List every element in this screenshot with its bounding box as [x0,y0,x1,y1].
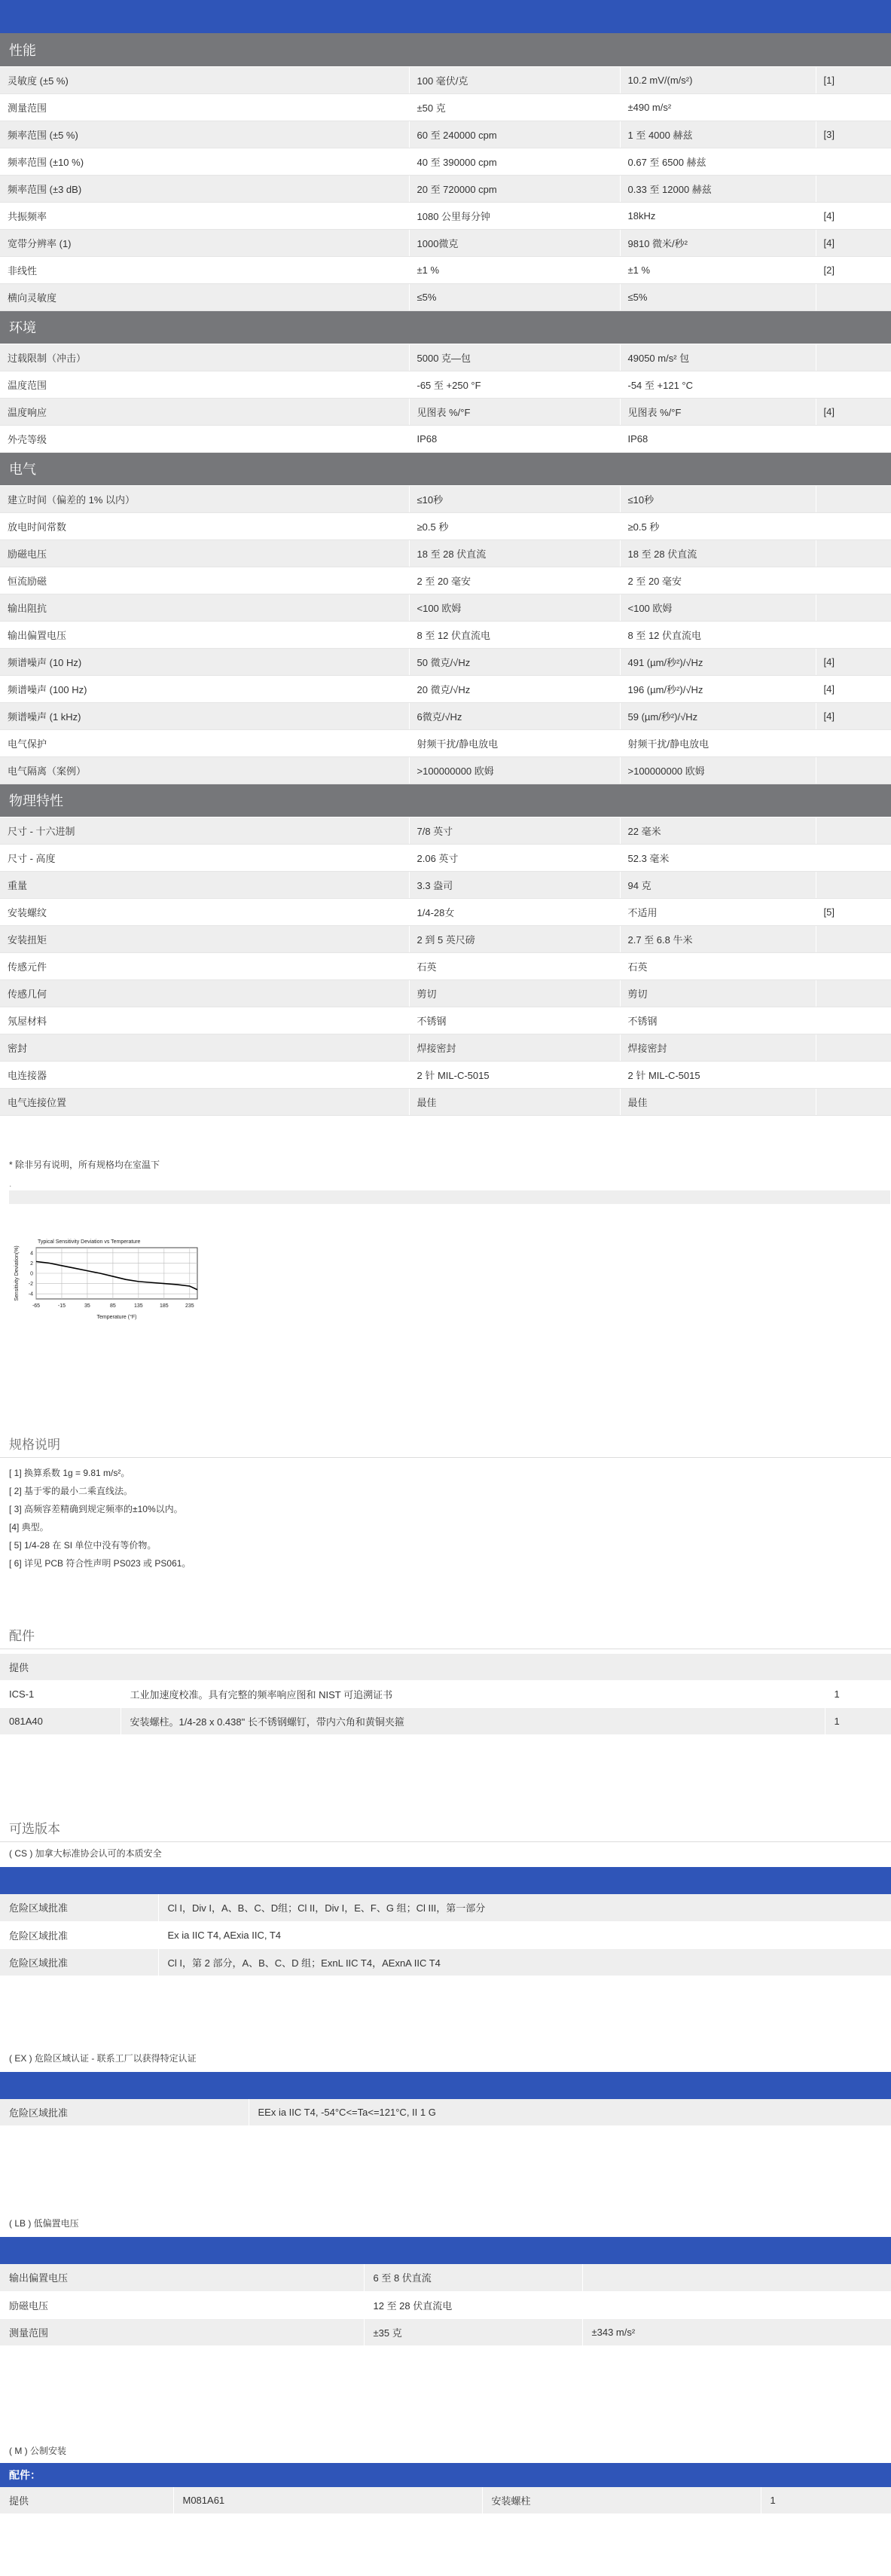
spec-row [0,952,891,979]
spec-cell [816,371,891,398]
option-ex-table [0,2099,891,2127]
spec-cell: 非线性 [0,256,409,283]
option-m-cell: M081A61 [173,2487,482,2514]
spec-row [0,539,891,567]
option-lb-cell: 励磁电压 [0,2291,364,2318]
spec-cell: 见图表 %/°F [620,398,816,425]
spec-cell: 60 至 240000 cpm [409,121,620,148]
spec-cell [816,175,891,202]
chart-x-tick-label: 235 [185,1303,194,1309]
spec-cell: 温度范围 [0,371,409,398]
spec-cell: 94 克 [620,871,816,898]
spec-cell: 石英 [620,952,816,979]
option-ex-cell: 危险区域批准 [0,2099,249,2126]
spec-section-header [0,33,891,66]
spec-cell [816,594,891,621]
option-ex-row [0,2099,891,2126]
chart-y-tick-label: 2 [30,1260,33,1267]
spec-row [0,979,891,1007]
spec-row [0,1034,891,1061]
spec-cell: 2 至 20 毫安 [620,567,816,594]
spec-cell [816,93,891,121]
option-lb-cell: 6 至 8 伏直流 [364,2264,582,2291]
spec-cell: 1080 公里每分钟 [409,202,620,229]
spec-cell: 6微克/√Hz [409,702,620,729]
chart-y-tick-label: 4 [30,1250,33,1256]
accessory-row [0,1708,891,1735]
spec-section-title: 环境 [0,310,891,344]
general-note: * 除非另有说明，所有规格均在室温下 [9,1159,160,1170]
spec-cell [816,871,891,898]
accessory-row [0,1681,891,1708]
spec-cell: 过载限制（冲击） [0,344,409,371]
spec-cell: 18 至 28 伏直流 [620,539,816,567]
spec-cell: 频谱噪声 (1 kHz) [0,702,409,729]
option-lb-cell: 测量范围 [0,2318,364,2345]
spec-cell: 射频干扰/静电放电 [409,729,620,756]
spec-cell: 2 针 MIL-C-5015 [409,1061,620,1088]
option-lb-cell: ±35 克 [364,2318,582,2345]
spec-cell: 灵敏度 (±5 %) [0,66,409,93]
option-cs-cell: Cl I，第 2 部分，A、B、C、D 组；ExnL IIC T4，AExnA IIC T4 [158,1948,891,1976]
spec-row [0,344,891,371]
grey-strip [9,1190,890,1204]
option-m-cell: 安装螺柱 [482,2487,761,2514]
spec-cell: ≤5% [409,283,620,310]
accessories-heading: 配件 [0,1625,891,1649]
spec-cell [816,925,891,952]
spec-cell: 9810 微米/秒² [620,229,816,256]
spec-cell: >100000000 欧姆 [620,756,816,784]
spec-cell [816,844,891,871]
chart-x-tick-label: 85 [110,1303,116,1309]
spec-row [0,817,891,844]
spec-cell: IP68 [409,425,620,452]
accessories-supply-label: 提供 [0,1654,891,1681]
chart-x-label: Temperature (°F) [96,1314,137,1320]
spec-cell: ±50 克 [409,93,620,121]
spec-cell: ≥0.5 秒 [620,512,816,539]
spec-cell: ±490 m/s² [620,93,816,121]
option-cs-cell: Ex ia IIC T4, AExia IIC, T4 [158,1921,891,1948]
spec-cell [816,485,891,512]
options-heading: 可选版本 [0,1818,891,1842]
spec-cell: 射频干扰/静电放电 [620,729,816,756]
footnote-item: [ 1] 换算系数 1g = 9.81 m/s²。 [9,1467,130,1478]
spec-cell: -65 至 +250 °F [409,371,620,398]
spec-row [0,371,891,398]
spec-cell [816,512,891,539]
accessory-cell: 1 [825,1681,891,1708]
option-lb-label: ( LB ) 低偏置电压 [9,2218,79,2229]
spec-cell: 100 毫伏/克 [409,66,620,93]
spec-cell: 52.3 毫米 [620,844,816,871]
option-m-cell: 1 [761,2487,891,2514]
spec-cell [816,729,891,756]
spec-cell: 电气连接位置 [0,1088,409,1115]
spec-cell: [4] [816,648,891,675]
spec-cell: 8 至 12 伏直流电 [409,621,620,648]
spec-cell: 18kHz [620,202,816,229]
option-lb-table [0,2264,891,2346]
spec-cell: ±1 % [409,256,620,283]
spec-cell: 1 至 4000 赫兹 [620,121,816,148]
spec-section-header [0,310,891,344]
spec-cell: 测量范围 [0,93,409,121]
spec-cell: 最佳 [620,1088,816,1115]
spec-cell: 8 至 12 伏直流电 [620,621,816,648]
spec-row [0,512,891,539]
spec-cell: 电气保护 [0,729,409,756]
footnotes-heading: 规格说明 [0,1434,891,1458]
spec-cell: 尺寸 - 高度 [0,844,409,871]
spec-cell: 尺寸 - 十六进制 [0,817,409,844]
spec-cell: 196 (µm/秒²)/√Hz [620,675,816,702]
option-lb-bar [0,2237,891,2264]
chart-x-tick-label: -15 [57,1303,66,1309]
spec-row [0,594,891,621]
spec-cell: -54 至 +121 °C [620,371,816,398]
spec-cell: 59 (µm/秒²)/√Hz [620,702,816,729]
spec-section-title: 性能 [0,33,891,66]
option-cs-cell: Cl I，Div I，A、B、C、D组；Cl II，Div I，E、F、G 组；Cl III，第一部分 [158,1894,891,1921]
spec-cell: 频率范围 (±3 dB) [0,175,409,202]
spec-cell: 18 至 28 伏直流 [409,539,620,567]
option-ex-label: ( EX ) 危险区域认证 - 联系工厂以获得特定认证 [9,2052,197,2064]
spec-cell: 输出偏置电压 [0,621,409,648]
spec-cell: 传感几何 [0,979,409,1007]
spec-cell: 2.7 至 6.8 牛米 [620,925,816,952]
spec-cell: 20 至 720000 cpm [409,175,620,202]
spec-row [0,485,891,512]
spec-cell: 输出阻抗 [0,594,409,621]
spec-cell: [4] [816,675,891,702]
spec-cell: 石英 [409,952,620,979]
spec-row [0,1088,891,1115]
chart-y-tick-label: -4 [28,1291,33,1297]
spec-cell: ≤10秒 [620,485,816,512]
spec-cell: 频率范围 (±10 %) [0,148,409,175]
spec-row [0,898,891,925]
spec-row [0,202,891,229]
spec-cell: >100000000 欧姆 [409,756,620,784]
spec-row [0,121,891,148]
option-cs-row [0,1921,891,1948]
spec-row [0,702,891,729]
spec-cell [816,1007,891,1034]
option-cs-row [0,1894,891,1921]
spec-row [0,283,891,310]
option-lb-row [0,2291,891,2318]
option-cs-cell: 危险区域批准 [0,1921,158,1948]
spec-cell: 重量 [0,871,409,898]
spec-cell: 10.2 mV/(m/s²) [620,66,816,93]
spec-cell: ±1 % [620,256,816,283]
option-lb-cell: 输出偏置电压 [0,2264,364,2291]
option-lb-cell: ±343 m/s² [582,2318,891,2345]
spec-cell: 2 针 MIL-C-5015 [620,1061,816,1088]
spec-cell: 最佳 [409,1088,620,1115]
chart-svg [11,1234,221,1347]
spec-cell: ≤5% [620,283,816,310]
spec-cell: 22 毫米 [620,817,816,844]
spec-cell [816,1061,891,1088]
spec-row [0,871,891,898]
spec-cell: 频谱噪声 (10 Hz) [0,648,409,675]
spec-cell: 见图表 %/°F [409,398,620,425]
spec-cell: 氖屋材料 [0,1007,409,1034]
spec-cell: [5] [816,898,891,925]
spec-row [0,756,891,784]
spec-cell: 建立时间（偏差的 1% 以内） [0,485,409,512]
spec-row [0,93,891,121]
spec-row [0,621,891,648]
spec-cell: 2 到 5 英尺磅 [409,925,620,952]
accessory-cell: ICS-1 [0,1681,121,1708]
accessories-table [0,1654,891,1736]
spec-cell: 剪切 [409,979,620,1007]
spec-row [0,398,891,425]
spec-row [0,66,891,93]
spec-row [0,1007,891,1034]
option-lb-cell [582,2264,891,2291]
accessory-cell: 安装螺柱。1/4-28 x 0.438" 长不锈钢螺钉，带内六角和黄铜夹箍 [121,1708,825,1735]
spec-cell: <100 欧姆 [620,594,816,621]
spec-cell: 传感元件 [0,952,409,979]
spec-cell [816,539,891,567]
spec-cell: 2 至 20 毫安 [409,567,620,594]
spec-cell: ≥0.5 秒 [409,512,620,539]
option-m-table [0,2487,891,2515]
spec-cell [816,283,891,310]
spec-cell: 不锈钢 [409,1007,620,1034]
spec-cell: 焊接密封 [620,1034,816,1061]
accessory-cell: 1 [825,1708,891,1735]
spec-cell: [4] [816,702,891,729]
spec-table [0,33,891,1116]
option-cs-row [0,1948,891,1976]
spec-cell: 共振频率 [0,202,409,229]
spec-cell [816,621,891,648]
top-blue-band [0,0,891,33]
spec-cell [816,567,891,594]
spec-cell: [4] [816,229,891,256]
chart-y-tick-label: -2 [28,1281,33,1287]
option-cs-label: ( CS ) 加拿大标准协会认可的本质安全 [9,1848,162,1859]
spec-cell [816,952,891,979]
spec-cell: 安装螺纹 [0,898,409,925]
spec-row [0,1061,891,1088]
spec-row [0,175,891,202]
option-cs-table [0,1894,891,1976]
spec-cell: 40 至 390000 cpm [409,148,620,175]
option-ex-bar [0,2072,891,2099]
spec-cell: 5000 克—包 [409,344,620,371]
spec-cell: 电连接器 [0,1061,409,1088]
spec-cell: ≤10秒 [409,485,620,512]
spec-cell: [3] [816,121,891,148]
option-cs-cell: 危险区域批准 [0,1948,158,1976]
spec-cell: 0.33 至 12000 赫兹 [620,175,816,202]
option-m-label: ( M ) 公制安装 [9,2445,66,2456]
spec-cell: [2] [816,256,891,283]
spec-cell: 1/4-28女 [409,898,620,925]
chart-y-label: Sensitivity Deviation(%) [14,1245,20,1301]
spec-cell: IP68 [620,425,816,452]
spec-row [0,567,891,594]
footnote-item: [ 3] 高频容差精确到规定频率的±10%以内。 [9,1503,183,1514]
temperature-chart [11,1234,221,1347]
spec-cell: <100 欧姆 [409,594,620,621]
spec-cell [816,148,891,175]
spec-row [0,256,891,283]
chart-y-tick-label: 0 [30,1271,33,1276]
option-lb-cell [582,2291,891,2318]
spec-cell: [4] [816,398,891,425]
spec-row [0,229,891,256]
spec-section-header [0,784,891,817]
spec-cell [816,817,891,844]
option-lb-row [0,2318,891,2345]
spec-cell: 宽带分辨率 (1) [0,229,409,256]
accessory-cell: 工业加速度校准。具有完整的频率响应图和 NIST 可追溯证书 [121,1681,825,1708]
footnote-item: [ 5] 1/4-28 在 SI 单位中没有等价物。 [9,1539,157,1551]
spec-cell [816,425,891,452]
spec-cell: 1000微克 [409,229,620,256]
option-m-row [0,2487,891,2514]
spec-cell: [1] [816,66,891,93]
spec-cell: 49050 m/s² 包 [620,344,816,371]
spec-row [0,729,891,756]
spec-cell: 放电时间常数 [0,512,409,539]
spec-cell: 电气隔离（案例） [0,756,409,784]
spec-cell [816,979,891,1007]
spec-cell: 剪切 [620,979,816,1007]
spec-cell: 0.67 至 6500 赫兹 [620,148,816,175]
spec-row [0,425,891,452]
spec-row [0,675,891,702]
spec-section-title: 电气 [0,452,891,485]
spec-cell: 7/8 英寸 [409,817,620,844]
spec-row [0,844,891,871]
chart-x-tick-label: 135 [134,1303,143,1309]
spec-row [0,925,891,952]
spec-row [0,648,891,675]
spec-cell: 密封 [0,1034,409,1061]
spec-cell: 焊接密封 [409,1034,620,1061]
spec-cell: 恒流励磁 [0,567,409,594]
option-lb-row [0,2264,891,2291]
spec-cell: [4] [816,202,891,229]
option-cs-bar [0,1867,891,1894]
spec-cell: 频率范围 (±5 %) [0,121,409,148]
spec-cell: 安装扭矩 [0,925,409,952]
footnote-item: [4] 典型。 [9,1521,49,1532]
note-dot: . [9,1178,12,1189]
option-m-cell: 提供 [0,2487,173,2514]
spec-cell [816,1088,891,1115]
spec-cell [816,344,891,371]
footnote-item: [ 2] 基于零的最小二乘直线法。 [9,1485,133,1496]
chart-title: Typical Sensitivity Deviation vs Temperature [38,1239,141,1245]
spec-cell: 频谱噪声 (100 Hz) [0,675,409,702]
spec-section-header [0,452,891,485]
spec-cell [816,1034,891,1061]
spec-cell: 491 (µm/秒²)/√Hz [620,648,816,675]
spec-cell: 50 微克/√Hz [409,648,620,675]
spec-cell: 2.06 英寸 [409,844,620,871]
footnote-list [0,1464,891,1572]
spec-cell: 不锈钢 [620,1007,816,1034]
spec-cell: 温度响应 [0,398,409,425]
spec-cell: 不适用 [620,898,816,925]
chart-x-tick-label: 35 [84,1303,90,1309]
chart-x-tick-label: 185 [159,1303,169,1309]
spec-row [0,148,891,175]
option-ex-cell: EEx ia IIC T4, -54°C<=Ta<=121°C, II 1 G [249,2099,891,2126]
footnote-item: [ 6] 详见 PCB 符合性声明 PS023 或 PS061。 [9,1557,191,1569]
option-lb-cell: 12 至 28 伏直流电 [364,2291,582,2318]
spec-section-title: 物理特性 [0,784,891,817]
option-cs-cell: 危险区域批准 [0,1894,158,1921]
spec-cell [816,756,891,784]
spec-cell: 3.3 盎司 [409,871,620,898]
spec-cell: 横向灵敏度 [0,283,409,310]
spec-cell: 外壳等级 [0,425,409,452]
spec-cell: 20 微克/√Hz [409,675,620,702]
spec-cell: 励磁电压 [0,539,409,567]
accessory-cell: 081A40 [0,1708,121,1735]
option-m-bar: 配件： [0,2463,891,2487]
chart-x-tick-label: -65 [32,1303,41,1309]
